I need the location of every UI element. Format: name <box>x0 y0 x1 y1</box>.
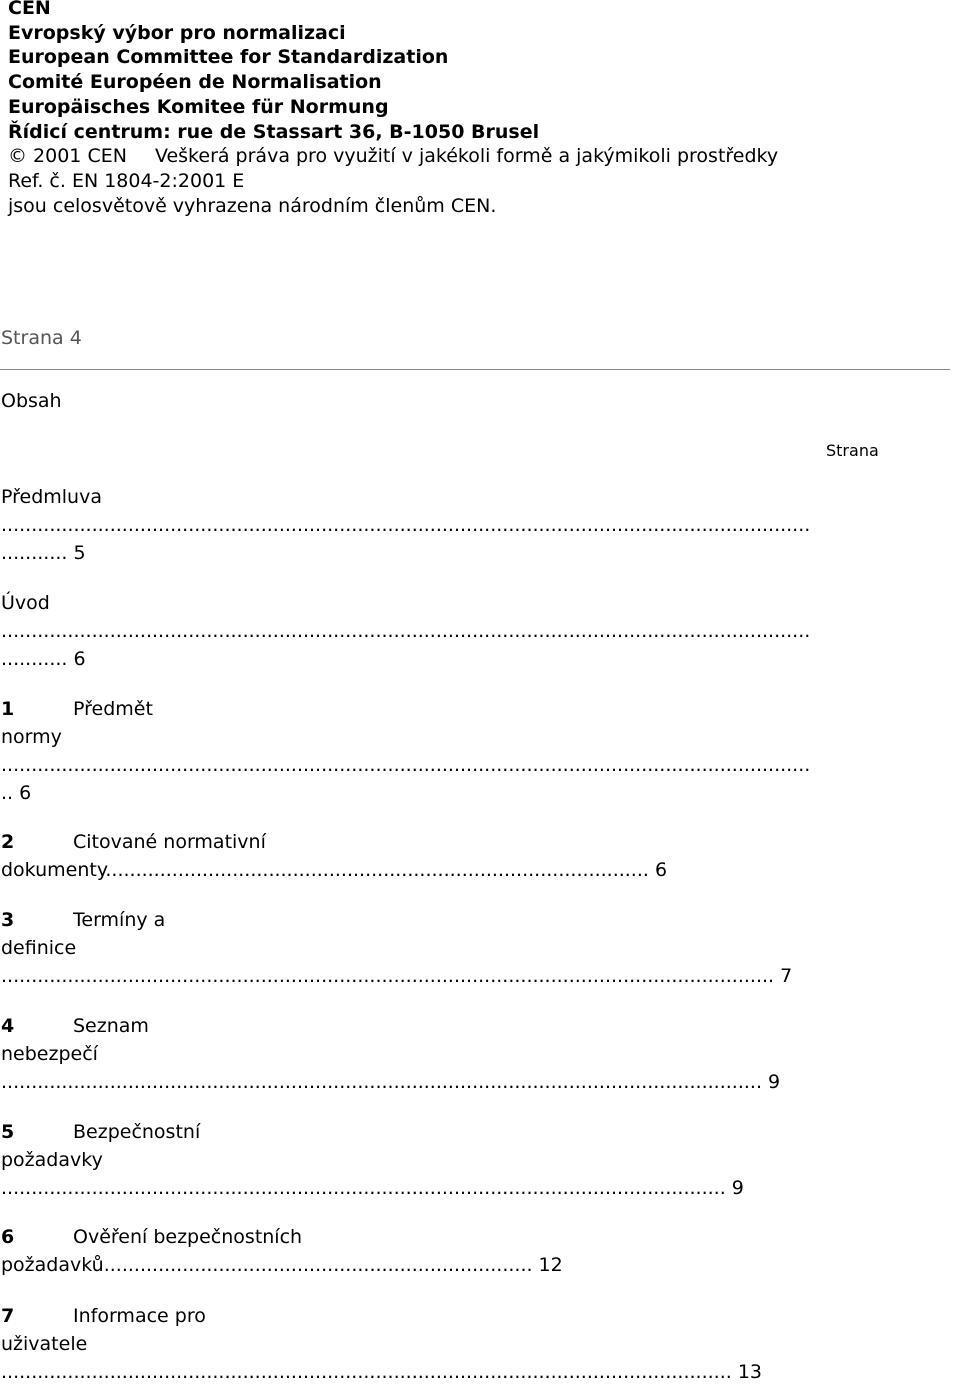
toc-entry-text: Předmět <box>73 698 153 720</box>
toc-entry-text: Ověření bezpečnostních <box>73 1226 303 1248</box>
toc-entry-text: Termíny a <box>73 909 166 931</box>
toc-entry-line <box>1 751 959 779</box>
reference-number: Ref. č. EN 1804-2:2001 E <box>8 169 245 192</box>
toc-entry-text: .............................................................................................................................. 9 <box>1 1071 781 1093</box>
toc-entry-text: Bezpečnostní <box>73 1121 201 1143</box>
org-name-en: European Committee for Standardization <box>8 46 449 69</box>
toc-entry-number: 7 <box>1 1305 15 1327</box>
toc-entry-text: ......................................................................................................................... 13 <box>1 1361 763 1383</box>
toc-entry[interactable] <box>1 1302 959 1386</box>
toc-entry-text: Seznam <box>73 1015 149 1037</box>
rights-tail: jsou celosvětově vyhrazena národním členům CEN. <box>8 194 497 217</box>
org-address: Řídicí centrum: rue de Stassart 36, B-1050 Brusel <box>8 120 540 143</box>
toc-entry-line <box>1 483 959 511</box>
toc-entry-line <box>1 1146 959 1174</box>
copyright-year: 2001 CEN <box>33 145 127 168</box>
toc-entry[interactable] <box>1 1223 959 1279</box>
toc-entry-line <box>1 723 959 751</box>
org-name-fr: Comité Européen de Normalisation <box>8 71 382 94</box>
toc-entry-line <box>1 617 959 645</box>
copyright-line <box>8 144 778 169</box>
toc-entry-text: uživatele <box>1 1333 88 1355</box>
toc-entry-line <box>1 695 959 723</box>
toc-entry-text: nebezpečí <box>1 1043 98 1065</box>
toc-entry-text: Předmluva <box>1 486 102 508</box>
toc-entry-line <box>1 1330 959 1358</box>
toc-entry-number: 5 <box>1 1121 15 1143</box>
toc-entry[interactable] <box>1 483 959 567</box>
toc-title: Obsah <box>1 390 62 412</box>
toc-entry-line <box>1 828 959 856</box>
toc-entry-line <box>1 779 959 807</box>
toc-entry[interactable] <box>1 906 959 990</box>
toc-entry-text: definice <box>1 937 77 959</box>
page-label: Strana 4 <box>1 327 82 349</box>
toc-entry-text: Citované normativní <box>73 831 266 853</box>
toc-entry-line <box>1 539 959 567</box>
document-header <box>8 0 778 218</box>
toc-entry-number: 1 <box>1 698 15 720</box>
toc-entry-line <box>1 1302 959 1330</box>
toc-entry-text: .. 6 <box>1 782 32 804</box>
toc-entry-number: 2 <box>1 831 15 853</box>
toc-entry-text: normy <box>1 726 62 748</box>
toc-page-header: Strana <box>826 441 879 460</box>
copyright-icon: © <box>8 145 27 168</box>
toc-entry-text: ........... 5 <box>1 542 86 564</box>
toc-entry-text: ...................................................................................................................................... <box>1 514 811 536</box>
toc-entry-text: požadavky <box>1 1149 103 1171</box>
toc-entry[interactable] <box>1 695 959 807</box>
toc-entry-line <box>1 962 959 990</box>
toc-entry-text: dokumenty.......................................................................................... 6 <box>1 859 668 881</box>
toc-entry-line <box>1 1174 959 1202</box>
toc-entry-text: ........... 6 <box>1 648 86 670</box>
toc-entry[interactable] <box>1 589 959 673</box>
toc-entry-line <box>1 1040 959 1068</box>
toc-entry-number: 6 <box>1 1226 15 1248</box>
toc-entry-number: 3 <box>1 909 15 931</box>
toc-entry-text: Informace pro <box>73 1305 206 1327</box>
toc-entry-text: ........................................................................................................................ 9 <box>1 1177 744 1199</box>
toc-entry-line <box>1 645 959 673</box>
org-name-de: Europäisches Komitee für Normung <box>8 95 389 118</box>
toc-entry-line <box>1 934 959 962</box>
toc-entry-number: 4 <box>1 1015 15 1037</box>
org-name-cs: Evropský výbor pro normalizaci <box>8 21 346 44</box>
toc-entry[interactable] <box>1 1118 959 1202</box>
toc-entry-text: ...................................................................................................................................... <box>1 620 811 642</box>
toc-entry-line <box>1 1068 959 1096</box>
toc-entry-line <box>1 856 959 884</box>
toc-entry-line <box>1 1012 959 1040</box>
org-short: CEN <box>8 0 51 19</box>
toc-entry-line <box>1 511 959 539</box>
divider <box>0 369 950 370</box>
toc-entry-text: požadavků....................................................................... 12 <box>1 1254 563 1276</box>
toc-entry-line <box>1 1223 959 1251</box>
toc-entry-text: ...................................................................................................................................... <box>1 754 811 776</box>
toc-entry-text: ................................................................................................................................ 7 <box>1 965 793 987</box>
toc-entry-line <box>1 1118 959 1146</box>
toc-entry[interactable] <box>1 1012 959 1096</box>
toc-entry-text: Úvod <box>1 592 50 614</box>
rights-text: Veškerá práva pro využití v jakékoli formě a jakýmikoli prostředky <box>154 145 779 168</box>
toc-entry-line <box>1 1251 959 1279</box>
toc-entry-line <box>1 906 959 934</box>
toc-entry-line <box>1 589 959 617</box>
toc-entry[interactable] <box>1 828 959 884</box>
